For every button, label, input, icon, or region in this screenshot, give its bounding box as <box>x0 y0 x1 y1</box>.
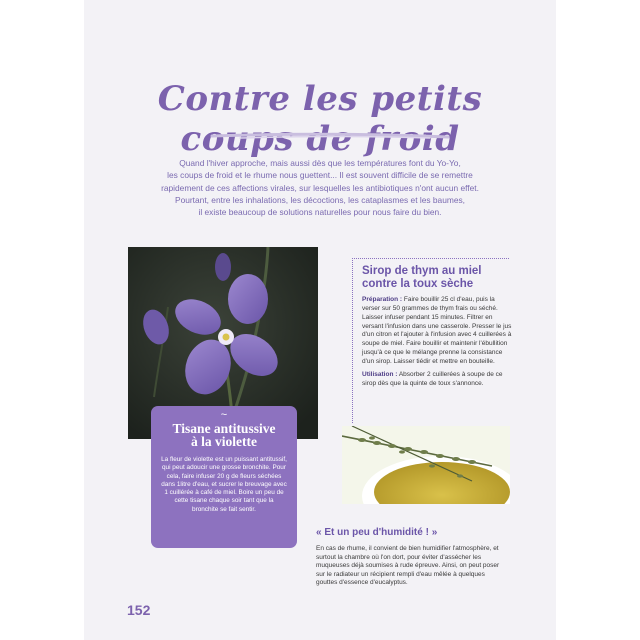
intro-line: rapidement de ces affections virales, sur lesquelles les antibiotiques n'ont aucun effet. <box>161 182 479 193</box>
humidite-title: « Et un peu d'humidité ! » <box>316 527 438 538</box>
intro-line: les coups de froid et le rhume nous guettent... Il est souvent difficile de se remettre <box>167 170 473 181</box>
page-number: 152 <box>127 602 151 618</box>
intro-paragraph <box>150 157 490 218</box>
sirop-utilisation-label: Utilisation : <box>362 370 398 378</box>
tisane-title <box>151 422 297 448</box>
thyme-and-honey-photo <box>342 426 510 504</box>
card-ornament: ~ <box>220 409 228 421</box>
sirop-body <box>362 296 514 392</box>
sirop-title <box>362 265 512 290</box>
sirop-utilisation <box>362 371 514 389</box>
sirop-title-line-2: contre la toux sèche <box>362 277 474 290</box>
page-title-line-1: Contre les petits <box>157 78 483 119</box>
title-brush-underline <box>210 132 450 140</box>
tisane-title-line-2: à la violette <box>191 434 257 449</box>
sirop-preparation-text: Faire bouillir 25 cl d'eau, puis la verser sur 50 grammes de thym frais ou séché. Laisser infuser pendant 15 minutes. Filtrer en versant l'infusion dans une casserole. Presser le jus d'un citron et l'ajouter à l'infusion avec 4 cuillerées à soupe de miel. Faire bouillir et maintenir l'ébullition jusqu'à ce que le mélange prenne la consistance d'un sirop. Laisser tiédir et mettre en bouteille. <box>362 296 512 365</box>
intro-line: Quand l'hiver approche, mais aussi dès que les températures font du Yo-Yo, <box>179 158 461 168</box>
humidite-body: En cas de rhume, il convient de bien humidifier l'atmosphère, et surtout la chambre où l'on dort, pour éviter d'assécher les muqueuses déjà soumises à rude épreuve. Ainsi, on peut poser sur le radiateur un récipient rempli d'eau mêlée à quelques gouttes d'essence d'eucalyptus. <box>316 545 500 587</box>
page-title-line-2: coups de froid <box>180 118 460 159</box>
intro-line: Pourtant, entre les inhalations, les décoctions, les cataplasmes et les baumes, <box>174 194 466 205</box>
intro-line: il existe beaucoup de solutions naturelles pour nous faire du bien. <box>198 207 442 218</box>
sirop-preparation-label: Préparation : <box>362 296 403 303</box>
tisane-body: La fleur de violette est un puissant antitussif, qui peut adoucir une grosse bronchite. Pour cela, faire infuser 20 g de fleurs séchées dans 1litre d'eau, et sucrer le breuvage avec 1 cuillérée à café de miel. Boire un peu de cette tisane chaque soir tant que la bronchite se fait sentir. <box>161 456 287 513</box>
tisane-title-line-1: Tisane antitussive <box>172 421 276 436</box>
tisane-recipe-card <box>151 406 297 548</box>
sirop-preparation <box>362 296 514 367</box>
sirop-utilisation-text: Absorber 2 cuillerées à soupe de ce sirop dès que la quinte de toux s'annonce. <box>362 370 503 387</box>
sirop-title-line-1: Sirop de thym au miel <box>362 265 482 277</box>
